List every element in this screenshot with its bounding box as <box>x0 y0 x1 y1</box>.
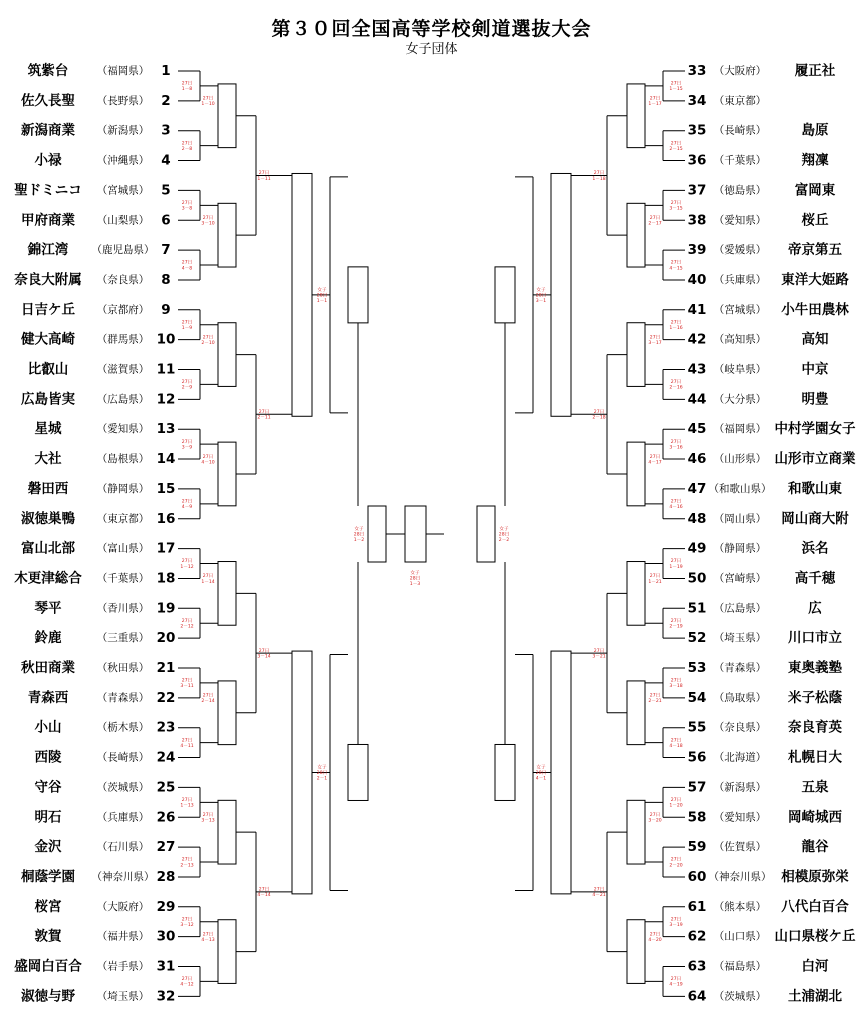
match-label: 27日 3－13 <box>201 812 215 824</box>
team-name: 履正社 <box>794 63 836 79</box>
team-seed-number: 26 <box>156 809 176 826</box>
team-prefecture: （静岡県） <box>96 482 150 495</box>
match-label: 27日 2－20 <box>669 857 683 869</box>
team-seed-number: 63 <box>687 958 707 975</box>
team-name: 八代白百合 <box>781 898 849 915</box>
team-name: 奈良大附属 <box>14 271 82 288</box>
team-name: 筑紫台 <box>27 63 69 79</box>
team-seed-number: 6 <box>161 212 171 229</box>
team-name: 明豊 <box>801 391 829 408</box>
team-seed-number: 2 <box>161 92 171 109</box>
team-name: 比叡山 <box>27 361 69 378</box>
team-prefecture: （福岡県） <box>96 65 150 77</box>
team-name: 島原 <box>801 122 829 139</box>
team-name: 土浦湖北 <box>788 988 842 1005</box>
team-name: 相模原弥栄 <box>781 868 849 885</box>
match-label: 27日 1－14 <box>201 574 215 585</box>
match-label: 27日 4－15 <box>669 260 683 272</box>
tournament-title: 第３０回全国高等学校剣道選抜大会 <box>271 18 592 40</box>
team-seed-number: 46 <box>687 451 707 468</box>
team-name: 和歌山東 <box>788 480 842 497</box>
match-label: 27日 3－21 <box>592 648 606 660</box>
team-prefecture: （埼玉県） <box>96 990 150 1003</box>
final-match-box <box>405 506 426 562</box>
match-box <box>627 442 645 506</box>
team-seed-number: 29 <box>156 898 176 915</box>
match-box <box>551 173 571 416</box>
team-name: 健大高崎 <box>21 331 75 348</box>
match-label: 27日 4－10 <box>201 454 215 466</box>
team-prefecture: （奈良県） <box>713 721 767 734</box>
team-prefecture: （青森県） <box>713 662 767 674</box>
match-label: 27日 3－20 <box>648 812 662 824</box>
match-box <box>627 323 645 387</box>
team-prefecture: （千葉県） <box>96 572 150 585</box>
team-prefecture: （岡山県） <box>713 512 767 525</box>
final-match-label: 女子 28日 1－3 <box>409 570 421 588</box>
team-seed-number: 22 <box>156 689 176 706</box>
team-prefecture: （滋賀県） <box>96 363 150 376</box>
team-seed-number: 35 <box>687 122 707 139</box>
team-prefecture: （新潟県） <box>96 124 150 137</box>
match-label: 27日 2－10 <box>201 335 215 346</box>
team-seed-number: 41 <box>687 301 707 318</box>
match-box <box>627 203 645 267</box>
team-seed-number: 45 <box>687 421 707 438</box>
match-label: 女子 28日 2－2 <box>498 526 510 544</box>
match-label: 27日 4－18 <box>669 738 683 749</box>
match-label: 27日 3－11 <box>180 678 194 690</box>
team-prefecture: （和歌山県） <box>708 482 772 495</box>
team-prefecture: （大阪府） <box>96 900 150 913</box>
match-box <box>495 744 515 800</box>
team-seed-number: 59 <box>687 839 707 856</box>
match-label: 27日 3－8 <box>181 201 193 212</box>
team-prefecture: （群馬県） <box>96 333 150 346</box>
team-name: 大社 <box>34 451 62 468</box>
match-label: 27日 3－16 <box>669 439 683 451</box>
team-prefecture: （熊本県） <box>713 900 767 913</box>
team-seed-number: 61 <box>687 898 707 915</box>
match-label: 27日 4－17 <box>648 454 662 466</box>
team-seed-number: 11 <box>156 361 176 378</box>
team-prefecture: （愛知県） <box>713 811 767 824</box>
team-seed-number: 57 <box>687 779 707 796</box>
match-box <box>218 562 236 626</box>
match-box <box>627 84 645 148</box>
team-name: 甲府商業 <box>21 212 75 229</box>
team-prefecture: （石川県） <box>96 841 150 854</box>
match-box <box>627 920 645 984</box>
team-name: 山口県桜ケ丘 <box>774 928 856 945</box>
match-label: 27日 1－15 <box>669 81 683 93</box>
team-name: 富岡東 <box>794 182 836 199</box>
team-seed-number: 23 <box>156 719 176 736</box>
match-box <box>551 651 571 894</box>
match-box <box>218 84 236 148</box>
team-seed-number: 30 <box>156 928 176 945</box>
match-label: 女子 28日 1－2 <box>353 526 365 544</box>
match-label: 27日 3－18 <box>669 678 683 690</box>
team-name: 琴平 <box>34 600 62 617</box>
team-prefecture: （岩手県） <box>96 960 150 973</box>
team-prefecture: （岐阜県） <box>713 363 767 376</box>
team-seed-number: 28 <box>156 868 176 885</box>
match-box <box>495 267 515 323</box>
team-seed-number: 49 <box>687 540 707 557</box>
team-prefecture: （栃木県） <box>96 721 150 734</box>
match-label: 27日 3－12 <box>180 917 194 929</box>
team-seed-number: 39 <box>687 242 707 259</box>
team-seed-number: 25 <box>156 779 176 796</box>
match-label: 27日 4－11 <box>180 738 194 749</box>
match-label: 27日 1－11 <box>257 171 271 182</box>
match-label: 27日 1－9 <box>181 320 193 332</box>
team-prefecture: （埼玉県） <box>713 632 767 645</box>
match-box <box>218 800 236 864</box>
team-prefecture: （京都府） <box>96 303 150 316</box>
match-box <box>477 506 495 562</box>
match-label: 27日 1－18 <box>592 171 606 182</box>
team-seed-number: 51 <box>687 600 707 617</box>
match-label: 27日 1－16 <box>669 320 683 332</box>
team-prefecture: （神奈川県） <box>91 870 155 883</box>
team-name: 桜丘 <box>801 212 829 229</box>
team-name: 小禄 <box>34 152 62 169</box>
match-label: 27日 1－10 <box>201 96 215 108</box>
match-label: 女子 28日 4－1 <box>535 765 547 782</box>
team-name: 錦江湾 <box>27 242 69 259</box>
match-label: 27日 4－16 <box>669 499 683 511</box>
team-prefecture: （沖縄県） <box>96 154 150 167</box>
team-prefecture: （広島県） <box>713 602 767 615</box>
team-name: 五泉 <box>801 779 829 796</box>
team-prefecture: （千葉県） <box>713 154 767 167</box>
match-box <box>348 744 368 800</box>
team-prefecture: （北海道） <box>713 751 767 764</box>
team-name: 小牛田農林 <box>781 301 849 318</box>
match-label: 27日 2－21 <box>648 693 662 705</box>
match-box <box>218 442 236 506</box>
team-name: 日吉ケ丘 <box>21 301 75 318</box>
team-seed-number: 3 <box>161 122 171 139</box>
team-seed-number: 17 <box>156 540 176 557</box>
team-seed-number: 55 <box>687 719 707 736</box>
team-seed-number: 10 <box>156 331 176 348</box>
team-seed-number: 40 <box>687 271 707 288</box>
team-prefecture: （愛知県） <box>713 214 767 227</box>
team-name: 守谷 <box>34 779 62 796</box>
match-label: 27日 2－15 <box>669 141 683 152</box>
team-seed-number: 54 <box>687 689 707 706</box>
team-prefecture: （宮崎県） <box>713 572 767 585</box>
match-label: 27日 3－14 <box>257 648 271 660</box>
match-label: 27日 1－12 <box>180 559 194 570</box>
team-prefecture: （佐賀県） <box>713 841 767 854</box>
match-label: 27日 1－17 <box>648 96 662 108</box>
match-box <box>218 681 236 745</box>
team-prefecture: （鹿児島県） <box>91 244 155 257</box>
team-seed-number: 18 <box>156 570 176 587</box>
match-label: 27日 3－19 <box>669 917 683 929</box>
team-name: 東奥義塾 <box>788 660 842 676</box>
team-name: 淑徳与野 <box>21 988 75 1005</box>
team-seed-number: 64 <box>687 988 707 1005</box>
team-seed-number: 36 <box>687 152 707 169</box>
team-seed-number: 43 <box>687 361 707 378</box>
team-seed-number: 21 <box>156 660 176 676</box>
team-prefecture: （兵庫県） <box>713 273 767 286</box>
match-label: 女子 28日 1－1 <box>316 287 328 304</box>
match-label: 27日 1－20 <box>669 798 683 809</box>
team-prefecture: （山梨県） <box>96 214 150 227</box>
team-prefecture: （三重県） <box>96 632 150 645</box>
team-seed-number: 52 <box>687 630 707 647</box>
team-prefecture: （大阪府） <box>713 65 767 77</box>
team-name: 白河 <box>801 958 829 975</box>
match-label: 27日 3－10 <box>201 215 215 227</box>
team-prefecture: （富山県） <box>96 542 150 555</box>
team-seed-number: 31 <box>156 958 176 975</box>
match-box <box>627 681 645 745</box>
team-name: 星城 <box>34 421 62 438</box>
match-box <box>292 173 312 416</box>
team-name: 明石 <box>34 809 62 826</box>
team-name: 淑徳巣鴨 <box>21 510 75 527</box>
match-label: 27日 4－19 <box>669 977 683 988</box>
team-name: 佐久長聖 <box>21 92 75 109</box>
match-box <box>292 651 312 894</box>
match-label: 27日 4－20 <box>648 932 662 943</box>
team-prefecture: （青森県） <box>96 691 150 704</box>
team-seed-number: 33 <box>687 63 707 79</box>
team-seed-number: 58 <box>687 809 707 826</box>
team-prefecture: （秋田県） <box>96 662 150 674</box>
match-label: 27日 2－18 <box>592 409 606 421</box>
team-seed-number: 37 <box>687 182 707 199</box>
team-name: 小山 <box>34 719 62 736</box>
team-seed-number: 5 <box>161 182 171 199</box>
match-label: 27日 3－9 <box>181 439 193 451</box>
team-name: 翔凜 <box>801 152 829 169</box>
team-prefecture: （東京都） <box>713 94 767 107</box>
division-subtitle: 女子団体 <box>405 42 458 57</box>
team-name: 米子松蔭 <box>788 689 842 706</box>
team-name: 中村学園女子 <box>774 421 856 438</box>
team-list <box>14 62 856 1004</box>
team-name: 岡山商大附 <box>781 510 849 527</box>
team-prefecture: （福岡県） <box>713 423 767 436</box>
team-prefecture: （山形県） <box>713 453 767 466</box>
match-label: 27日 2－13 <box>180 857 194 869</box>
team-seed-number: 9 <box>161 301 171 318</box>
team-name: 山形市立商業 <box>774 451 856 468</box>
match-label: 27日 1－8 <box>181 81 193 93</box>
team-name: 浜名 <box>801 540 829 557</box>
team-name: 金沢 <box>34 839 62 856</box>
team-seed-number: 16 <box>156 510 176 527</box>
team-name: 札幌日大 <box>788 749 842 766</box>
match-label: 27日 1－19 <box>669 559 683 570</box>
team-name: 岡崎城西 <box>788 809 842 826</box>
match-box <box>627 800 645 864</box>
team-prefecture: （徳島県） <box>713 184 767 197</box>
team-name: 富山北部 <box>21 540 75 557</box>
team-prefecture: （愛知県） <box>96 423 150 436</box>
team-seed-number: 1 <box>161 63 171 79</box>
match-box <box>218 203 236 267</box>
match-box <box>218 323 236 387</box>
team-seed-number: 62 <box>687 928 707 945</box>
match-label: 27日 2－16 <box>669 380 683 391</box>
team-name: 高千穂 <box>794 570 836 587</box>
team-name: 聖ドミニコ <box>14 182 82 199</box>
team-seed-number: 4 <box>161 152 171 169</box>
team-prefecture: （大分県） <box>713 393 767 406</box>
team-seed-number: 34 <box>687 92 707 109</box>
team-name: 帝京第五 <box>788 242 842 259</box>
match-label: 女子 28日 2－1 <box>316 765 328 782</box>
match-box <box>218 920 236 984</box>
team-prefecture: （広島県） <box>96 393 150 406</box>
team-seed-number: 53 <box>687 660 707 676</box>
team-prefecture: （高知県） <box>713 333 767 346</box>
match-label: 27日 4－8 <box>181 260 193 272</box>
team-name: 川口市立 <box>788 630 842 647</box>
team-seed-number: 48 <box>687 510 707 527</box>
team-prefecture: （島根県） <box>96 453 150 466</box>
team-seed-number: 14 <box>156 451 176 468</box>
team-seed-number: 8 <box>161 271 171 288</box>
match-label: 27日 2－14 <box>201 693 215 705</box>
match-label: 27日 4－13 <box>201 932 215 943</box>
team-seed-number: 56 <box>687 749 707 766</box>
team-prefecture: （神奈川県） <box>708 870 772 883</box>
team-seed-number: 50 <box>687 570 707 587</box>
team-prefecture: （鳥取県） <box>713 691 767 704</box>
team-prefecture: （奈良県） <box>96 273 150 286</box>
bracket-lines <box>178 71 685 996</box>
team-name: 磐田西 <box>27 480 69 497</box>
team-prefecture: （宮城県） <box>96 184 150 197</box>
team-seed-number: 13 <box>156 421 176 438</box>
team-prefecture: （山口県） <box>713 930 767 943</box>
team-seed-number: 19 <box>156 600 176 617</box>
team-prefecture: （福島県） <box>713 960 767 973</box>
team-name: 青森西 <box>27 689 69 706</box>
match-box <box>348 267 368 323</box>
match-label: 27日 4－14 <box>257 887 271 899</box>
team-prefecture: （長野県） <box>96 94 150 107</box>
team-prefecture: （茨城県） <box>96 781 150 794</box>
match-label: 27日 3－15 <box>669 201 683 212</box>
team-seed-number: 38 <box>687 212 707 229</box>
team-seed-number: 24 <box>156 749 176 766</box>
team-name: 桜宮 <box>34 898 62 915</box>
team-seed-number: 7 <box>161 242 171 259</box>
match-label: 27日 2－19 <box>669 618 683 630</box>
match-label: 女子 28日 3－1 <box>535 287 547 304</box>
team-name: 木更津総合 <box>14 570 82 587</box>
team-seed-number: 27 <box>156 839 176 856</box>
team-prefecture: （福井県） <box>96 930 150 943</box>
team-name: 広島皆実 <box>21 391 75 408</box>
team-seed-number: 42 <box>687 331 707 348</box>
team-name: 龍谷 <box>801 839 829 856</box>
team-prefecture: （茨城県） <box>713 990 767 1003</box>
match-box <box>627 562 645 626</box>
match-label: 27日 4－21 <box>592 887 606 899</box>
team-name: 鈴鹿 <box>34 630 62 647</box>
team-prefecture: （愛媛県） <box>713 244 767 257</box>
team-seed-number: 15 <box>156 480 176 497</box>
team-prefecture: （香川県） <box>96 602 150 615</box>
match-label: 27日 2－8 <box>181 141 193 152</box>
team-name: 秋田商業 <box>21 660 75 676</box>
team-name: 東洋大姫路 <box>781 271 849 288</box>
team-name: 新潟商業 <box>21 122 75 139</box>
team-name: 高知 <box>801 331 829 348</box>
team-prefecture: （静岡県） <box>713 542 767 555</box>
team-seed-number: 60 <box>687 868 707 885</box>
match-label: 27日 4－9 <box>181 499 193 511</box>
match-label: 27日 2－9 <box>181 380 193 391</box>
match-label: 27日 1－13 <box>180 798 194 809</box>
team-name: 広 <box>808 600 822 617</box>
team-name: 敦賀 <box>34 928 62 945</box>
match-label: 27日 2－17 <box>648 215 662 227</box>
match-label: 27日 1－21 <box>648 574 662 585</box>
team-name: 奈良育英 <box>788 719 842 736</box>
team-seed-number: 12 <box>156 391 176 408</box>
match-label: 27日 3－17 <box>648 335 662 346</box>
team-seed-number: 44 <box>687 391 707 408</box>
team-name: 盛岡白百合 <box>14 958 82 975</box>
match-label: 27日 2－11 <box>257 409 271 421</box>
match-box <box>368 506 386 562</box>
team-seed-number: 32 <box>156 988 176 1005</box>
team-prefecture: （宮城県） <box>713 303 767 316</box>
match-label: 27日 4－12 <box>180 977 194 988</box>
match-label: 27日 2－12 <box>180 618 194 630</box>
team-name: 西陵 <box>34 749 62 766</box>
team-prefecture: （長崎県） <box>96 751 150 764</box>
team-name: 中京 <box>801 361 829 378</box>
team-seed-number: 20 <box>156 630 176 647</box>
team-prefecture: （東京都） <box>96 512 150 525</box>
team-prefecture: （兵庫県） <box>96 811 150 824</box>
team-seed-number: 47 <box>687 480 707 497</box>
team-prefecture: （長崎県） <box>713 124 767 137</box>
team-name: 桐蔭学園 <box>21 868 75 885</box>
team-prefecture: （新潟県） <box>713 781 767 794</box>
